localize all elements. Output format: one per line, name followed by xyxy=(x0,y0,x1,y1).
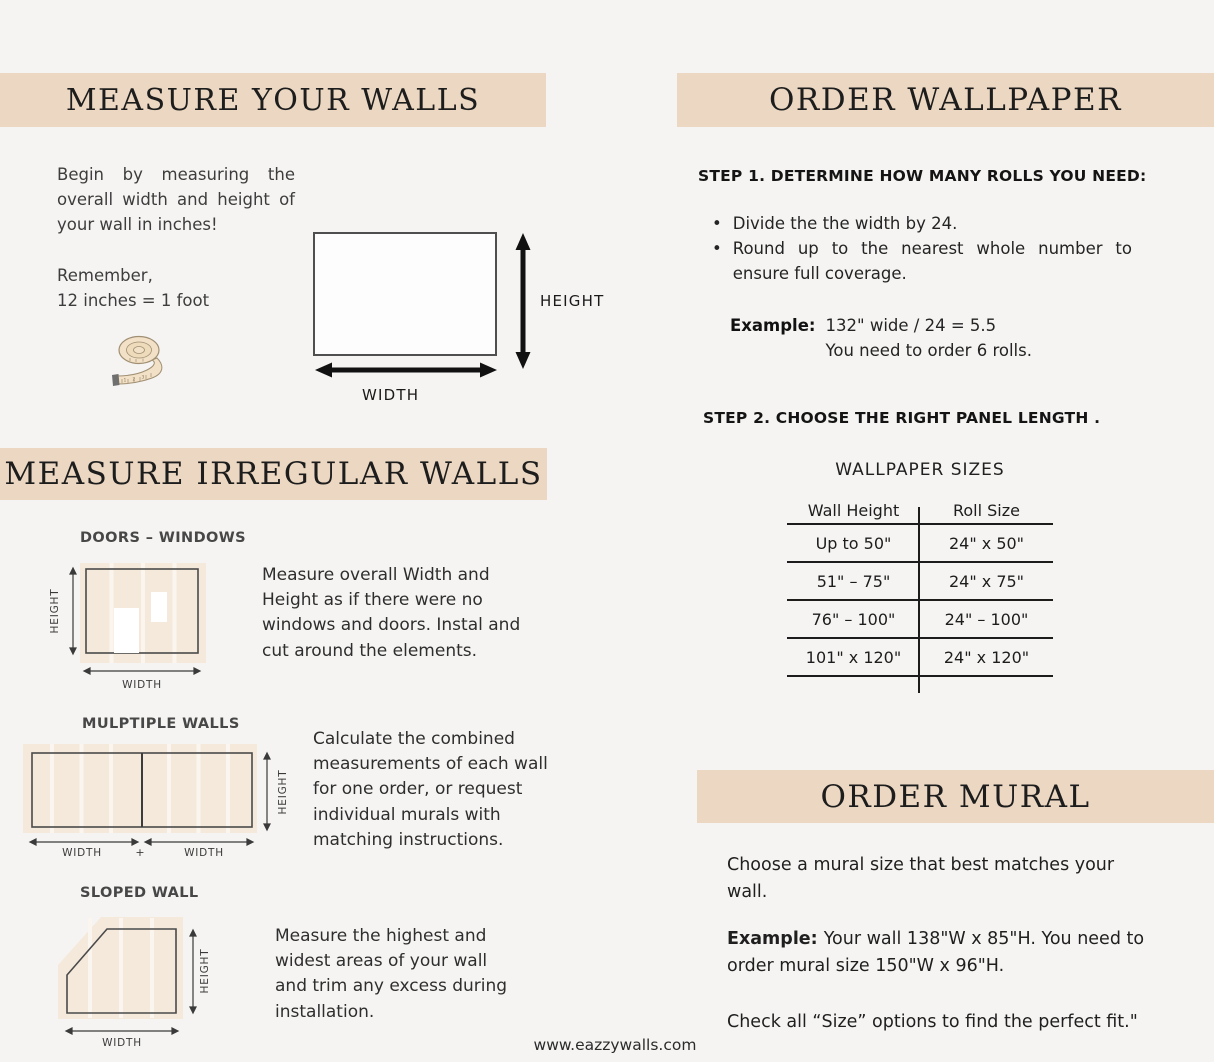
table-cell: 76" – 100" xyxy=(811,609,896,629)
tape-measure-icon xyxy=(110,333,178,389)
window-shape xyxy=(151,592,167,622)
doors-windows-label: DOORS – WINDOWS xyxy=(80,530,246,546)
example-label: Example: xyxy=(727,929,818,949)
list-item xyxy=(712,236,1132,286)
width-arrow-right xyxy=(145,839,253,845)
sloped-wall-text: Measure the highest and widest areas of your wall and trim any excess during installation. xyxy=(275,926,508,1022)
width-arrow xyxy=(66,1028,178,1034)
order-wallpaper-title: ORDER WALLPAPER xyxy=(768,82,1123,118)
width-right-label: WIDTH xyxy=(184,847,224,859)
height-arrow xyxy=(70,568,76,654)
table-cell: 24" x 120" xyxy=(943,647,1030,667)
height-arrow xyxy=(190,930,196,1013)
table-row xyxy=(787,525,1053,563)
bullet-icon: • xyxy=(712,214,722,233)
website-url: www.eazzywalls.com xyxy=(533,1036,697,1054)
wall-rectangle xyxy=(314,233,496,355)
width-arrow xyxy=(84,668,200,674)
height-label: HEIGHT xyxy=(199,948,211,994)
multiple-walls-label: MULPTIPLE WALLS xyxy=(82,716,240,732)
table-row xyxy=(787,563,1053,601)
doors-windows-text: Measure overall Width and Height as if there were no windows and doors. Instal and cut around the elements. xyxy=(262,565,521,661)
order-mural-title: ORDER MURAL xyxy=(820,778,1091,815)
column-header: Roll Size xyxy=(952,501,1020,520)
conversion-line: 12 inches = 1 foot xyxy=(57,291,210,310)
table-column-divider xyxy=(918,507,920,693)
remember-line: Remember, xyxy=(57,266,153,285)
table-row xyxy=(787,601,1053,639)
table-cell: 24" x 50" xyxy=(948,533,1025,553)
wallpaper-sizes-table xyxy=(787,498,1053,677)
height-arrow xyxy=(264,753,270,830)
width-arrow-left xyxy=(30,839,138,845)
column-header: Wall Height xyxy=(807,501,900,520)
step2-heading: STEP 2. CHOOSE THE RIGHT PANEL LENGTH . xyxy=(703,409,1101,427)
wallpaper-sizes-title: WALLPAPER SIZES xyxy=(835,460,1005,480)
table-row xyxy=(787,639,1053,677)
example-line2: You need to order 6 rolls. xyxy=(825,341,1032,360)
bullet-icon: • xyxy=(712,239,722,258)
bullet-text: Divide the the width by 24. xyxy=(732,214,958,233)
example-label: Example: xyxy=(730,316,816,335)
height-label: HEIGHT xyxy=(277,769,289,815)
width-label: WIDTH xyxy=(102,1037,142,1049)
irregular-walls-title: MEASURE IRREGULAR WALLS xyxy=(4,456,543,492)
doors-windows-diagram xyxy=(40,555,245,700)
order-mural-banner xyxy=(697,770,1214,823)
mural-example-text: Your wall 138"W x 85"H. You need to order mural size 150"W x 96"H. xyxy=(727,929,1145,976)
example-line1: 132" wide / 24 = 5.5 xyxy=(825,316,997,335)
table-cell: 24" – 100" xyxy=(944,609,1029,629)
sloped-wall-diagram xyxy=(45,903,270,1053)
measure-walls-banner xyxy=(0,73,546,127)
svg-text:3: 3 xyxy=(141,375,145,381)
example-lines xyxy=(826,313,1032,363)
measure-walls-title: MEASURE YOUR WALLS xyxy=(65,82,481,118)
height-label: HEIGHT xyxy=(49,588,61,634)
table-cell: 101" x 120" xyxy=(805,647,902,667)
sloped-wall-label: SLOPED WALL xyxy=(80,885,199,901)
plus-sign: + xyxy=(135,846,145,859)
svg-text:2: 2 xyxy=(132,377,136,383)
svg-text:1: 1 xyxy=(123,378,127,384)
irregular-walls-banner xyxy=(0,448,547,500)
mural-check-line: Check all “Size” options to find the perfect fit." xyxy=(727,1012,1138,1032)
height-label: HEIGHT xyxy=(540,292,605,310)
width-label: WIDTH xyxy=(122,679,162,691)
bullet-text: Round up to the nearest whole number to ensure full coverage. xyxy=(732,239,1132,283)
door-shape xyxy=(114,608,139,653)
mural-paragraph: Choose a mural size that best matches your wall. xyxy=(727,855,1115,902)
table-cell: 24" x 75" xyxy=(948,571,1025,591)
multiple-walls-text: Calculate the combined measurements of each wall for one order, or request individual murals with matching instructions. xyxy=(313,729,548,850)
multiple-walls-diagram xyxy=(15,742,300,867)
width-left-label: WIDTH xyxy=(62,847,102,859)
step1-example xyxy=(730,313,1032,363)
table-header-row xyxy=(787,498,1053,525)
step1-bullet-list xyxy=(712,211,1132,286)
intro-paragraph: Begin by measuring the overall width and height of your wall in inches! xyxy=(57,165,295,234)
width-arrow xyxy=(315,363,497,378)
table-cell: 51" – 75" xyxy=(816,571,891,591)
height-arrow xyxy=(516,233,531,369)
wall-diagram xyxy=(300,220,630,415)
table-cell: Up to 50" xyxy=(815,533,892,553)
list-item xyxy=(712,211,1132,236)
width-label: WIDTH xyxy=(362,386,420,404)
order-wallpaper-banner xyxy=(677,73,1214,127)
mural-example xyxy=(727,926,1145,980)
step1-heading: STEP 1. DETERMINE HOW MANY ROLLS YOU NEED: xyxy=(698,167,1147,185)
